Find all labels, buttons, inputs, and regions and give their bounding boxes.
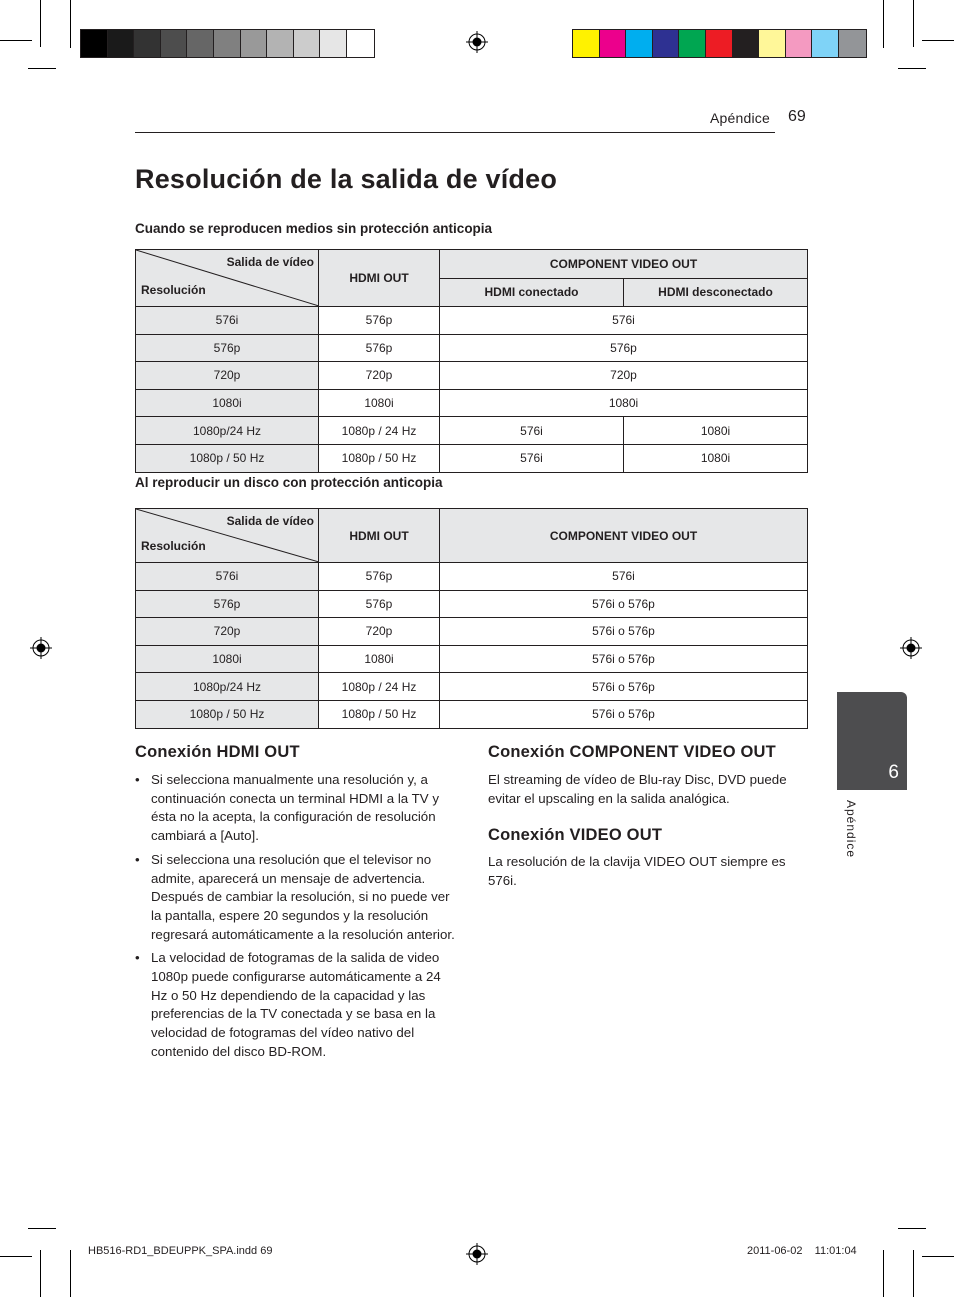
- row-hdmi-out: 576p: [319, 563, 440, 591]
- table1-corner-top: Salida de vídeo: [226, 255, 314, 269]
- list-item: • La velocidad de fotogramas de la salida de video 1080p puede configurarse automáticamente a 24 Hz o 50 Hz dependiendo de la capacidad y las preferencias de la TV conectada y se basa en la velocidad de fotogramas del vídeo nativo del contenido del disco BD-ROM.: [135, 949, 457, 1061]
- crop-mark: [922, 40, 954, 41]
- crop-mark: [922, 1256, 954, 1257]
- color-swatch: [626, 30, 653, 57]
- table-row: [136, 618, 808, 646]
- row-hdmi-out: 1080i: [319, 389, 440, 417]
- row-component-out: 576i o 576p: [440, 645, 808, 673]
- table2-caption: Al reproducir un disco con protección anticopia: [135, 475, 443, 490]
- footer-timestamp: 2011-06-02 11:01:04: [747, 1245, 857, 1257]
- row-component-out: 576p: [440, 334, 808, 362]
- row-component-out: 576i: [440, 307, 808, 335]
- header-rule: [135, 132, 775, 133]
- component-section-heading: Conexión COMPONENT VIDEO OUT: [488, 743, 776, 761]
- color-swatch: [706, 30, 733, 57]
- hdmi-bullet-list: [135, 771, 457, 1067]
- color-swatch: [786, 30, 813, 57]
- hdmi-section-heading: Conexión HDMI OUT: [135, 743, 300, 761]
- row-component-connected: 576i: [440, 417, 624, 445]
- row-component-connected: 576i: [440, 444, 624, 472]
- page-number: 69: [788, 108, 806, 125]
- table1-col-component: COMPONENT VIDEO OUT: [440, 250, 808, 279]
- registration-mark-icon: [466, 31, 488, 53]
- table1-corner-bottom: Resolución: [141, 283, 206, 297]
- row-component-out: 576i o 576p: [440, 673, 808, 701]
- crop-mark: [898, 68, 926, 69]
- table-row: [136, 590, 808, 618]
- grayscale-bar: [80, 29, 375, 58]
- row-component-out: 576i: [440, 563, 808, 591]
- row-resolution: 720p: [136, 618, 319, 646]
- color-swatch: [573, 30, 600, 57]
- table1-col-hdmi: HDMI OUT: [319, 250, 440, 307]
- crop-mark: [28, 1228, 56, 1229]
- row-hdmi-out: 1080p / 24 Hz: [319, 417, 440, 445]
- row-resolution: 1080p / 50 Hz: [136, 700, 319, 728]
- crop-mark: [40, 0, 41, 47]
- color-bar: [572, 29, 867, 58]
- footer-filename: HB516-RD1_BDEUPPK_SPA.indd 69: [88, 1245, 273, 1257]
- crop-mark: [70, 0, 71, 48]
- resolution-table-protected: [135, 508, 808, 729]
- row-resolution: 1080p/24 Hz: [136, 417, 319, 445]
- crop-mark: [883, 0, 884, 48]
- color-swatch: [241, 30, 268, 57]
- color-swatch: [81, 30, 108, 57]
- row-hdmi-out: 1080p / 24 Hz: [319, 673, 440, 701]
- table-row: [136, 563, 808, 591]
- color-swatch: [733, 30, 760, 57]
- list-item: • Si selecciona una resolución que el televisor no admite, aparecerá un mensaje de advertencia. Después de cambiar la resolución, si no puede ver la pantalla, espere 20 segundos y la resolución regresará automáticamente a la resolución anterior.: [135, 851, 457, 945]
- table2-corner-top: Salida de vídeo: [226, 514, 314, 528]
- table2-col-hdmi: HDMI OUT: [319, 509, 440, 563]
- crop-mark: [898, 1228, 926, 1229]
- resolution-table-unprotected: [135, 249, 808, 473]
- row-component-out: 576i o 576p: [440, 700, 808, 728]
- list-item: • Si selecciona manualmente una resolución y, a continuación conecta un terminal HDMI a la TV y ésta no la acepta, la configuración de resolución cambiará a [Auto].: [135, 771, 457, 846]
- color-swatch: [267, 30, 294, 57]
- row-component-disconnected: 1080i: [624, 417, 808, 445]
- row-resolution: 1080i: [136, 389, 319, 417]
- table-row: [136, 645, 808, 673]
- chapter-number: 6: [888, 762, 899, 783]
- row-hdmi-out: 720p: [319, 618, 440, 646]
- table-row: [136, 334, 808, 362]
- crop-mark: [883, 1250, 884, 1297]
- color-swatch: [839, 30, 866, 57]
- color-swatch: [294, 30, 321, 57]
- crop-mark: [913, 1250, 914, 1297]
- color-swatch: [653, 30, 680, 57]
- page-title: Resolución de la salida de vídeo: [135, 164, 558, 194]
- table1-caption: Cuando se reproducen medios sin protección anticopia: [135, 221, 493, 236]
- table1-sub-connected: HDMI conectado: [440, 278, 624, 307]
- row-hdmi-out: 1080p / 50 Hz: [319, 444, 440, 472]
- crop-mark: [913, 0, 914, 47]
- row-resolution: 1080p/24 Hz: [136, 673, 319, 701]
- color-swatch: [214, 30, 241, 57]
- color-swatch: [134, 30, 161, 57]
- table-row: [136, 417, 808, 445]
- table-row: [136, 444, 808, 472]
- chapter-side-label: Apéndice: [844, 800, 858, 859]
- registration-mark-icon: [30, 637, 52, 659]
- crop-mark: [0, 1256, 32, 1257]
- table2-corner-bottom: Resolución: [141, 539, 206, 553]
- row-resolution: 1080i: [136, 645, 319, 673]
- color-swatch: [347, 30, 374, 57]
- row-resolution: 576p: [136, 590, 319, 618]
- row-component-out: 720p: [440, 362, 808, 390]
- table-row: [136, 389, 808, 417]
- table-row: [136, 307, 808, 335]
- color-swatch: [679, 30, 706, 57]
- table-row: [136, 673, 808, 701]
- registration-mark-icon: [466, 1243, 488, 1265]
- color-swatch: [759, 30, 786, 57]
- row-component-out: 576i o 576p: [440, 590, 808, 618]
- video-section-text: La resolución de la clavija VIDEO OUT siempre es 576i.: [488, 854, 786, 888]
- color-swatch: [600, 30, 627, 57]
- crop-mark: [28, 68, 56, 69]
- registration-mark-icon: [900, 637, 922, 659]
- component-section-text: El streaming de vídeo de Blu-ray Disc, DVD puede evitar el upscaling en la salida analógica.: [488, 772, 787, 806]
- row-hdmi-out: 1080i: [319, 645, 440, 673]
- color-swatch: [187, 30, 214, 57]
- color-swatch: [161, 30, 188, 57]
- crop-mark: [0, 40, 32, 41]
- crop-mark: [40, 1250, 41, 1297]
- row-component-out: 576i o 576p: [440, 618, 808, 646]
- table1-sub-disconnected: HDMI desconectado: [624, 278, 808, 307]
- table1-corner-header: [136, 250, 319, 307]
- table2-corner-header: [136, 509, 319, 563]
- row-resolution: 576p: [136, 334, 319, 362]
- row-resolution: 1080p / 50 Hz: [136, 444, 319, 472]
- table-row: [136, 700, 808, 728]
- color-swatch: [812, 30, 839, 57]
- row-resolution: 576i: [136, 307, 319, 335]
- table-row: [136, 362, 808, 390]
- row-hdmi-out: 576p: [319, 307, 440, 335]
- video-section-heading: Conexión VIDEO OUT: [488, 826, 663, 844]
- row-hdmi-out: 720p: [319, 362, 440, 390]
- running-header-section: Apéndice: [710, 110, 770, 126]
- chapter-tab: [837, 692, 907, 790]
- color-swatch: [320, 30, 347, 57]
- crop-mark: [70, 1250, 71, 1297]
- row-resolution: 576i: [136, 563, 319, 591]
- row-hdmi-out: 576p: [319, 334, 440, 362]
- row-hdmi-out: 576p: [319, 590, 440, 618]
- row-resolution: 720p: [136, 362, 319, 390]
- row-component-disconnected: 1080i: [624, 444, 808, 472]
- row-component-out: 1080i: [440, 389, 808, 417]
- color-swatch: [108, 30, 135, 57]
- table2-col-component: COMPONENT VIDEO OUT: [440, 509, 808, 563]
- row-hdmi-out: 1080p / 50 Hz: [319, 700, 440, 728]
